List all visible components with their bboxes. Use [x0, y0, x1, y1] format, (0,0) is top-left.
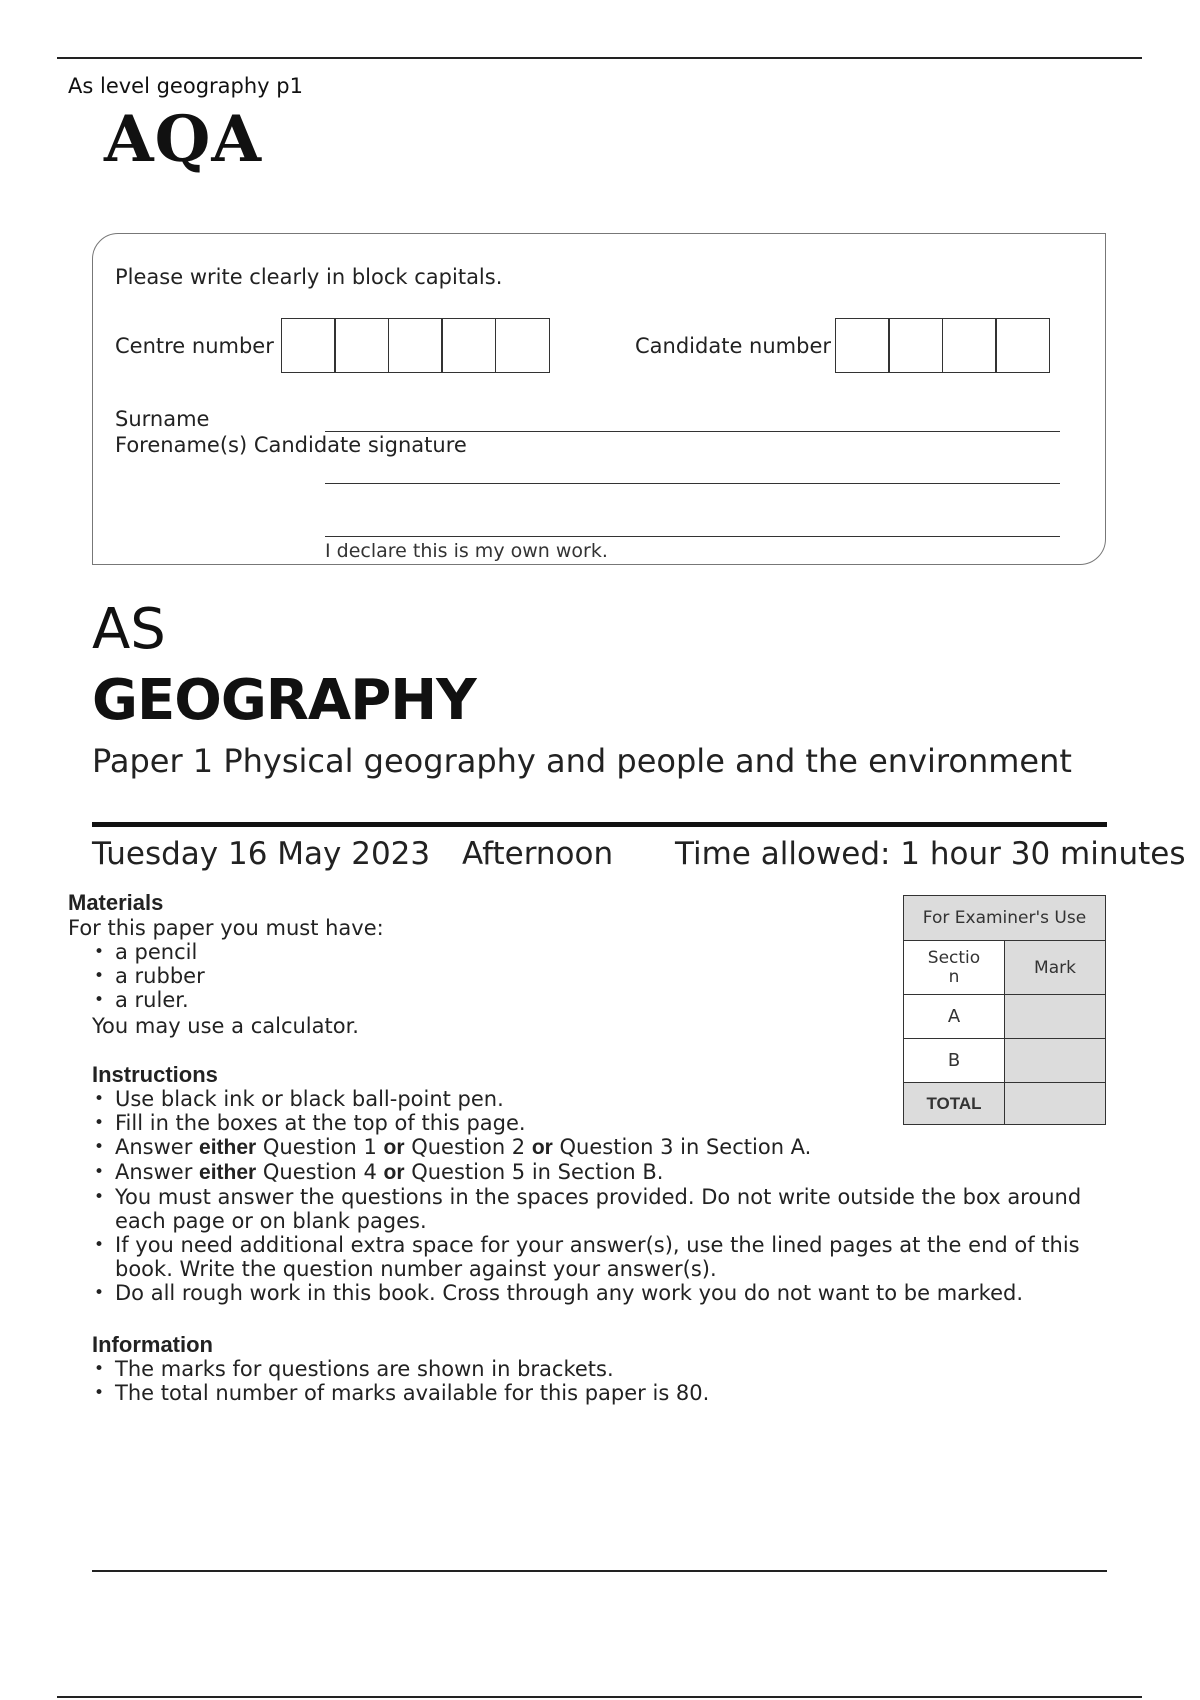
section-a-label: A — [904, 995, 1005, 1039]
list-item: • If you need additional extra space for your answer(s), use the lined pages at the end of this book. Write the question number against your answer(s). — [92, 1233, 1090, 1281]
examiner-use-table — [903, 895, 1106, 1125]
block-capitals-instruction: Please write clearly in block capitals. — [115, 265, 503, 289]
calculator-note: You may use a calculator. — [92, 1014, 359, 1038]
candidate-number-label: Candidate number — [635, 334, 831, 358]
surname-label: Surname — [115, 407, 210, 431]
footer-rule — [92, 1570, 1107, 1572]
declaration-text: I declare this is my own work. — [325, 540, 608, 562]
section-a-mark[interactable] — [1005, 995, 1106, 1039]
list-item: • a rubber — [92, 964, 205, 988]
list-item: • Answer either Question 1 or Question 2 or Question 3 in Section A. — [92, 1135, 1092, 1160]
forename-signature-label: Forename(s) Candidate signature — [115, 433, 467, 457]
exam-level: AS — [92, 597, 166, 662]
bottom-rule — [57, 1696, 1142, 1698]
candidate-number-boxes[interactable] — [836, 318, 1050, 373]
title-divider — [92, 822, 1107, 827]
list-item: • a ruler. — [92, 988, 205, 1012]
centre-number-box[interactable] — [495, 318, 550, 373]
forename-line[interactable] — [325, 483, 1060, 484]
total-label: TOTAL — [904, 1083, 1005, 1125]
candidate-number-box[interactable] — [888, 318, 943, 373]
information-list — [92, 1357, 709, 1405]
examiner-table-title: For Examiner's Use — [904, 896, 1106, 941]
candidate-number-box[interactable] — [835, 318, 890, 373]
materials-intro: For this paper you must have: — [68, 916, 384, 940]
centre-number-box[interactable] — [441, 318, 496, 373]
list-item: • Use black ink or black ball-point pen. — [92, 1087, 1092, 1111]
surname-line[interactable] — [325, 431, 1060, 432]
aqa-logo: AQA — [104, 102, 263, 177]
section-column-header: Sectio n — [904, 941, 1005, 995]
paper-title: Paper 1 Physical geography and people and the environment — [92, 742, 1072, 780]
centre-number-box[interactable] — [281, 318, 336, 373]
section-b-label: B — [904, 1039, 1005, 1083]
candidate-number-box[interactable] — [995, 318, 1050, 373]
list-item: • The total number of marks available for this paper is 80. — [92, 1381, 709, 1405]
centre-number-label: Centre number — [115, 334, 274, 358]
candidate-number-box[interactable] — [942, 318, 997, 373]
list-item: • Fill in the boxes at the top of this page. — [92, 1111, 1092, 1135]
materials-list — [92, 940, 205, 1012]
document-title: As level geography p1 — [68, 74, 303, 98]
exam-subject: GEOGRAPHY — [92, 668, 476, 733]
instructions-heading: Instructions — [92, 1062, 218, 1087]
list-item: • You must answer the questions in the spaces provided. Do not write outside the box around each page or on blank pages. — [92, 1185, 1090, 1233]
materials-heading: Materials — [68, 890, 164, 915]
list-item: • a pencil — [92, 940, 205, 964]
exam-session: Afternoon — [462, 836, 614, 872]
time-allowed: Time allowed: 1 hour 30 minutes — [675, 836, 1186, 872]
exam-date: Tuesday 16 May 2023 — [92, 836, 431, 872]
list-item: • Do all rough work in this book. Cross through any work you do not want to be marked. — [92, 1281, 1092, 1305]
mark-column-header: Mark — [1005, 941, 1106, 995]
signature-line[interactable] — [325, 536, 1060, 537]
section-b-mark[interactable] — [1005, 1039, 1106, 1083]
centre-number-box[interactable] — [334, 318, 389, 373]
centre-number-boxes[interactable] — [282, 318, 550, 373]
information-heading: Information — [92, 1332, 213, 1357]
top-rule — [57, 57, 1142, 59]
list-item: • The marks for questions are shown in brackets. — [92, 1357, 709, 1381]
centre-number-box[interactable] — [388, 318, 443, 373]
total-mark[interactable] — [1005, 1083, 1106, 1125]
list-item: • Answer either Question 4 or Question 5 in Section B. — [92, 1160, 1092, 1185]
